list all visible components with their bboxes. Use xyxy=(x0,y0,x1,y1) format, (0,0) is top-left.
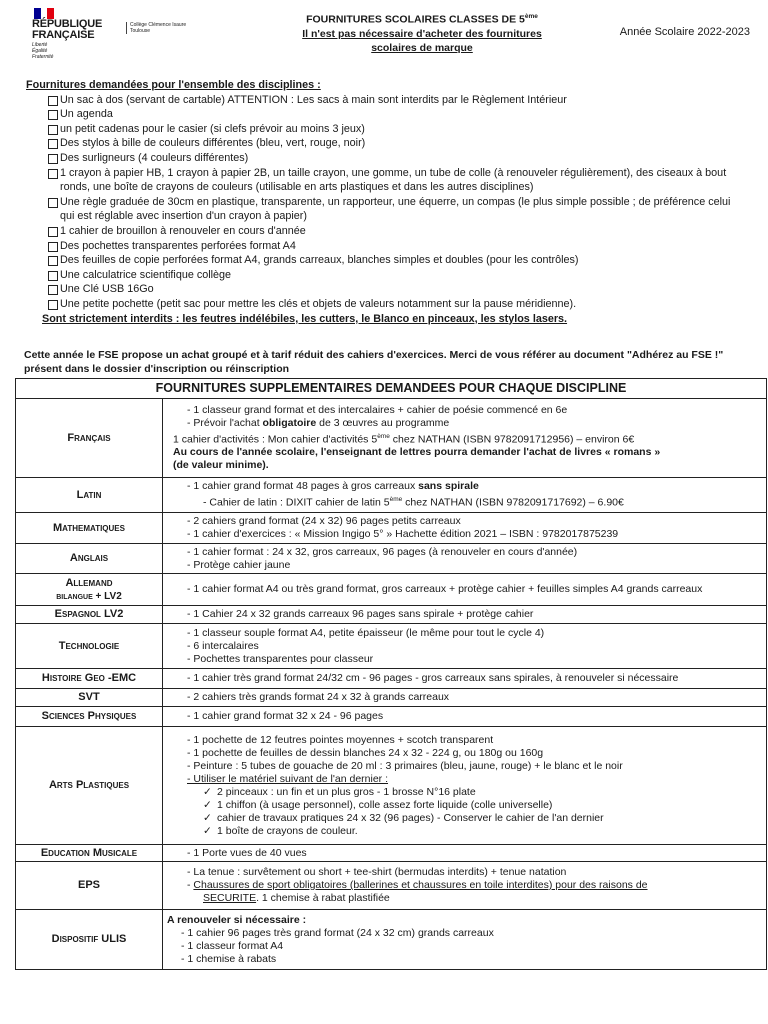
subject-allemand-l1: Allemand xyxy=(65,576,113,589)
table-title-row xyxy=(16,379,767,399)
list-item: Une calculatrice scientifique collège xyxy=(48,268,746,283)
list-item: Des surligneurs (4 couleurs différentes) xyxy=(48,151,746,166)
text: cahier de travaux pratiques 24 x 32 (96 pages) - Conserver le cahier de l'an dernier xyxy=(217,811,604,824)
item-line xyxy=(173,892,763,905)
list-item: Une petite pochette (petit sac pour mettre les clés et objets de valeurs notamment sur la pause méridienne). xyxy=(48,297,746,312)
content-ulis xyxy=(163,910,767,970)
table-row-techno xyxy=(16,624,767,669)
title-text: FOURNITURES SCOLAIRES CLASSES DE 5 xyxy=(306,13,525,26)
text: 1 boîte de crayons de couleur. xyxy=(217,824,358,837)
item-line xyxy=(173,825,763,838)
subject-physique: Sciences Physiques xyxy=(16,707,163,727)
rf-line1: RÉPUBLIQUE xyxy=(32,18,103,30)
title-line2: Il n'est pas nécessaire d'acheter des fournitures xyxy=(302,27,542,40)
item-line: - Protège cahier jaune xyxy=(187,558,291,571)
content-histoire xyxy=(163,669,767,689)
content-maths xyxy=(163,513,767,544)
table-row-francais xyxy=(16,399,767,478)
text: - Prévoir l'achat xyxy=(187,416,263,429)
table-row-latin xyxy=(16,478,767,513)
text-bold: obligatoire xyxy=(262,416,317,429)
table-title: FOURNITURES SUPPLEMENTAIRES DEMANDEES POUR CHAQUE DISCIPLINE xyxy=(16,379,767,399)
item-line: - 1 cahier très grand format 24/32 cm - 96 pages - gros carreaux sans spirales, à renouveler si nécessaire xyxy=(187,672,679,684)
item-line: - 2 cahiers très grands format 24 x 32 à grands carreaux xyxy=(187,691,450,703)
republique-francaise-logo xyxy=(32,8,127,60)
item-line: - 1 cahier d'exercices : « Mission Ingigo 5° » Hachette édition 2021 – ISBN : 9782017875239 xyxy=(187,528,619,540)
list-item: Un sac à dos (servant de cartable) ATTENTION : Les sacs à main sont interdits par le Règlement Intérieur xyxy=(48,93,746,108)
header xyxy=(32,8,750,72)
check-icon: ✓ xyxy=(203,824,212,837)
check-icon: ✓ xyxy=(203,798,212,811)
list-item: Un agenda xyxy=(48,107,746,122)
subject-allemand-l2: bilangue + LV2 xyxy=(56,590,122,602)
content-allemand xyxy=(163,574,767,606)
text: - xyxy=(187,879,194,891)
motto-liberte: Liberté xyxy=(32,42,48,48)
table-row-allemand xyxy=(16,574,767,606)
school-line2: Toulouse xyxy=(130,28,151,34)
subject-espagnol: Espagnol LV2 xyxy=(16,606,163,624)
subject-histoire: Histoire Geo -EMC xyxy=(16,669,163,689)
subject-maths: Mathematiques xyxy=(16,513,163,544)
subject-ulis: Dispositif ULIS xyxy=(16,910,163,970)
item-line: - 1 classeur grand format et des intercalaires + cahier de poésie commencé en 6e xyxy=(187,403,568,416)
text: - 1 cahier grand format 48 pages à gros carreaux xyxy=(187,480,419,493)
item-line: - 1 cahier format A4 ou très grand format, gros carreaux + protège cahier + feuilles simples A4 grands carreaux xyxy=(187,583,703,595)
item-line: - 1 chemise à rabats xyxy=(181,952,277,965)
motto xyxy=(32,42,127,60)
list-item: Une règle graduée de 30cm en plastique, transparente, un rapporteur, une équerre, un compas (le plus simple possible ; de préférence celui qui est réglable avec insertion d'un crayon à papier) xyxy=(48,195,746,224)
list-item: Des stylos à bille de couleurs différentes (bleu, vert, rouge, noir) xyxy=(48,136,746,151)
discipline-table xyxy=(15,378,767,970)
text-underline: SECURITE xyxy=(203,892,257,904)
item-line: Au cours de l'année scolaire, l'enseignant de lettres pourra demander l'achat de livres « romans » xyxy=(173,446,661,459)
subject-svt: SVT xyxy=(16,689,163,707)
item-line: - 1 cahier grand format 32 x 24 - 96 pages xyxy=(187,710,384,722)
content-physique xyxy=(163,707,767,727)
text: 2 pinceaux : un fin et un plus gros - 1 brosse N°16 plate xyxy=(217,785,476,798)
item-line: - 1 classeur souple format A4, petite épaisseur (le même pour tout le cycle 4) xyxy=(187,626,545,639)
content-arts xyxy=(163,727,767,845)
list-item: un petit cadenas pour le casier (si clefs prévoir au moins 3 jeux) xyxy=(48,122,746,137)
item-line: - 6 intercalaires xyxy=(187,639,259,652)
check-icon: ✓ xyxy=(203,785,212,798)
text: chez NATHAN (ISBN 9782091712956) – environ 6€ xyxy=(389,433,635,446)
content-francais xyxy=(163,399,767,478)
list-item: Des pochettes transparentes perforées format A4 xyxy=(48,239,746,254)
item-line: - La tenue : survêtement ou short + tee-shirt (bermudas interdits) + tenue natation xyxy=(187,866,567,878)
item-line xyxy=(173,480,763,493)
general-supplies xyxy=(26,78,746,326)
table-row-espagnol xyxy=(16,606,767,624)
item-line: - Peinture : 5 tubes de gouache de 20 ml : 3 primaires (bleu, jaune, rouge) + le blanc et le noir xyxy=(187,759,623,772)
item-line: (de valeur minime). xyxy=(173,459,269,472)
table-row-musique xyxy=(16,845,767,862)
school-year: Année Scolaire 2022-2023 xyxy=(619,26,750,38)
item-line: - 1 cahier 96 pages très grand format (24 x 32 cm) grands carreaux xyxy=(181,926,494,939)
text: 1 chiffon (à usage personnel), colle assez forte liquide (colle universelle) xyxy=(217,798,553,811)
item-line xyxy=(173,493,763,510)
text-sup: ème xyxy=(389,496,403,504)
list-item: Des feuilles de copie perforées format A4, grands carreaux, blanches simples et doubles (pour les contrôles) xyxy=(48,253,746,268)
list-item: 1 crayon à papier HB, 1 crayon à papier 2B, un taille crayon, une gomme, un tube de colle (à renouveler régulièrement), des ciseaux à bout ronds, une boîte de crayons de couleurs (utilisable en arts plastiques et dans les autres disciplines) xyxy=(48,166,746,195)
general-list xyxy=(26,93,746,312)
item-line: - 1 pochette de feuilles de dessin blanches 24 x 32 - 224 g, ou 180g ou 160g xyxy=(187,746,544,759)
text-sup: ème xyxy=(377,432,390,440)
item-line xyxy=(173,879,763,892)
item-line: - Pochettes transparentes pour classeur xyxy=(187,652,374,665)
subject-musique: Education Musicale xyxy=(16,845,163,862)
content-eps xyxy=(163,862,767,910)
item-line: - 1 pochette de 12 feutres pointes moyennes + scotch transparent xyxy=(187,733,494,746)
document-title xyxy=(272,10,572,55)
table-row-arts xyxy=(16,727,767,845)
motto-fraternite: Fraternité xyxy=(32,54,54,60)
title-sup: ème xyxy=(524,13,538,20)
content-svt xyxy=(163,689,767,707)
text: - Cahier de latin : DIXIT cahier de latin 5 xyxy=(203,496,390,509)
general-title: Fournitures demandées pour l'ensemble des disciplines : xyxy=(26,79,321,91)
subject-latin: Latin xyxy=(16,478,163,513)
rf-line2: FRANÇAISE xyxy=(32,29,95,41)
text-underline: Chaussures de sport obligatoires (ballerines et chaussures en toile interdites) pour des raisons de xyxy=(193,879,648,891)
table-row-ulis xyxy=(16,910,767,970)
text: . 1 chemise à rabat plastifiée xyxy=(256,892,390,904)
list-item: Une Clé USB 16Go xyxy=(48,282,746,297)
subject-allemand xyxy=(16,574,163,606)
table-row-histoire xyxy=(16,669,767,689)
item-line: - 1 cahier format : 24 x 32, gros carreaux, 96 pages (à renouveler en cours d'année) xyxy=(187,545,578,558)
item-line: A renouveler si nécessaire : xyxy=(167,913,307,926)
text: de 3 œuvres au programme xyxy=(316,416,450,429)
school-name xyxy=(126,22,186,34)
subject-anglais: Anglais xyxy=(16,544,163,574)
text: 1 cahier d'activités : Mon cahier d'activités 5 xyxy=(173,433,378,446)
title-line1 xyxy=(272,10,572,27)
table-row-anglais xyxy=(16,544,767,574)
subject-francais: Français xyxy=(16,399,163,478)
text: chez NATHAN (ISBN 9782091717692) – 6.90€ xyxy=(402,496,624,509)
item-line xyxy=(173,812,763,825)
content-latin xyxy=(163,478,767,513)
fse-note: Cette année le FSE propose un achat groupé et à tarif réduit des cahiers d'exercices. Merci de vous référer au document "Adhérez au FSE !" présent dans le dossier d'inscription ou réinscription xyxy=(24,349,724,375)
subject-techno: Technologie xyxy=(16,624,163,669)
content-anglais xyxy=(163,544,767,574)
table-row-physique xyxy=(16,707,767,727)
item-line: - 2 cahiers grand format (24 x 32) 96 pages petits carreaux xyxy=(187,515,461,527)
item-line xyxy=(173,417,763,430)
item-line xyxy=(173,786,763,799)
content-musique xyxy=(163,845,767,862)
content-espagnol xyxy=(163,606,767,624)
forbidden-items: Sont strictement interdits : les feutres indélébiles, les cutters, le Blanco en pinceaux, les stylos lasers. xyxy=(42,312,568,325)
table-row-eps xyxy=(16,862,767,910)
text-bold: sans spirale xyxy=(418,480,479,493)
list-item: 1 cahier de brouillon à renouveler en cours d'année xyxy=(48,224,746,239)
subject-eps: EPS xyxy=(16,862,163,910)
table-row-svt xyxy=(16,689,767,707)
table-row-maths xyxy=(16,513,767,544)
content-techno xyxy=(163,624,767,669)
item-line xyxy=(173,799,763,812)
item-line: - 1 classeur format A4 xyxy=(181,939,284,952)
subject-arts: Arts Plastiques xyxy=(16,727,163,845)
item-line: - 1 Porte vues de 40 vues xyxy=(187,846,307,859)
title-line3: scolaires de marque xyxy=(371,41,473,54)
item-line xyxy=(173,430,763,447)
school-line1: Collège Clémence Isaure xyxy=(130,22,187,28)
check-icon: ✓ xyxy=(203,811,212,824)
item-line: - Utiliser le matériel suivant de l'an dernier : xyxy=(187,772,389,785)
motto-egalite: Égalité xyxy=(32,48,48,54)
item-line: - 1 Cahier 24 x 32 grands carreaux 96 pages sans spirale + protège cahier xyxy=(187,608,534,620)
